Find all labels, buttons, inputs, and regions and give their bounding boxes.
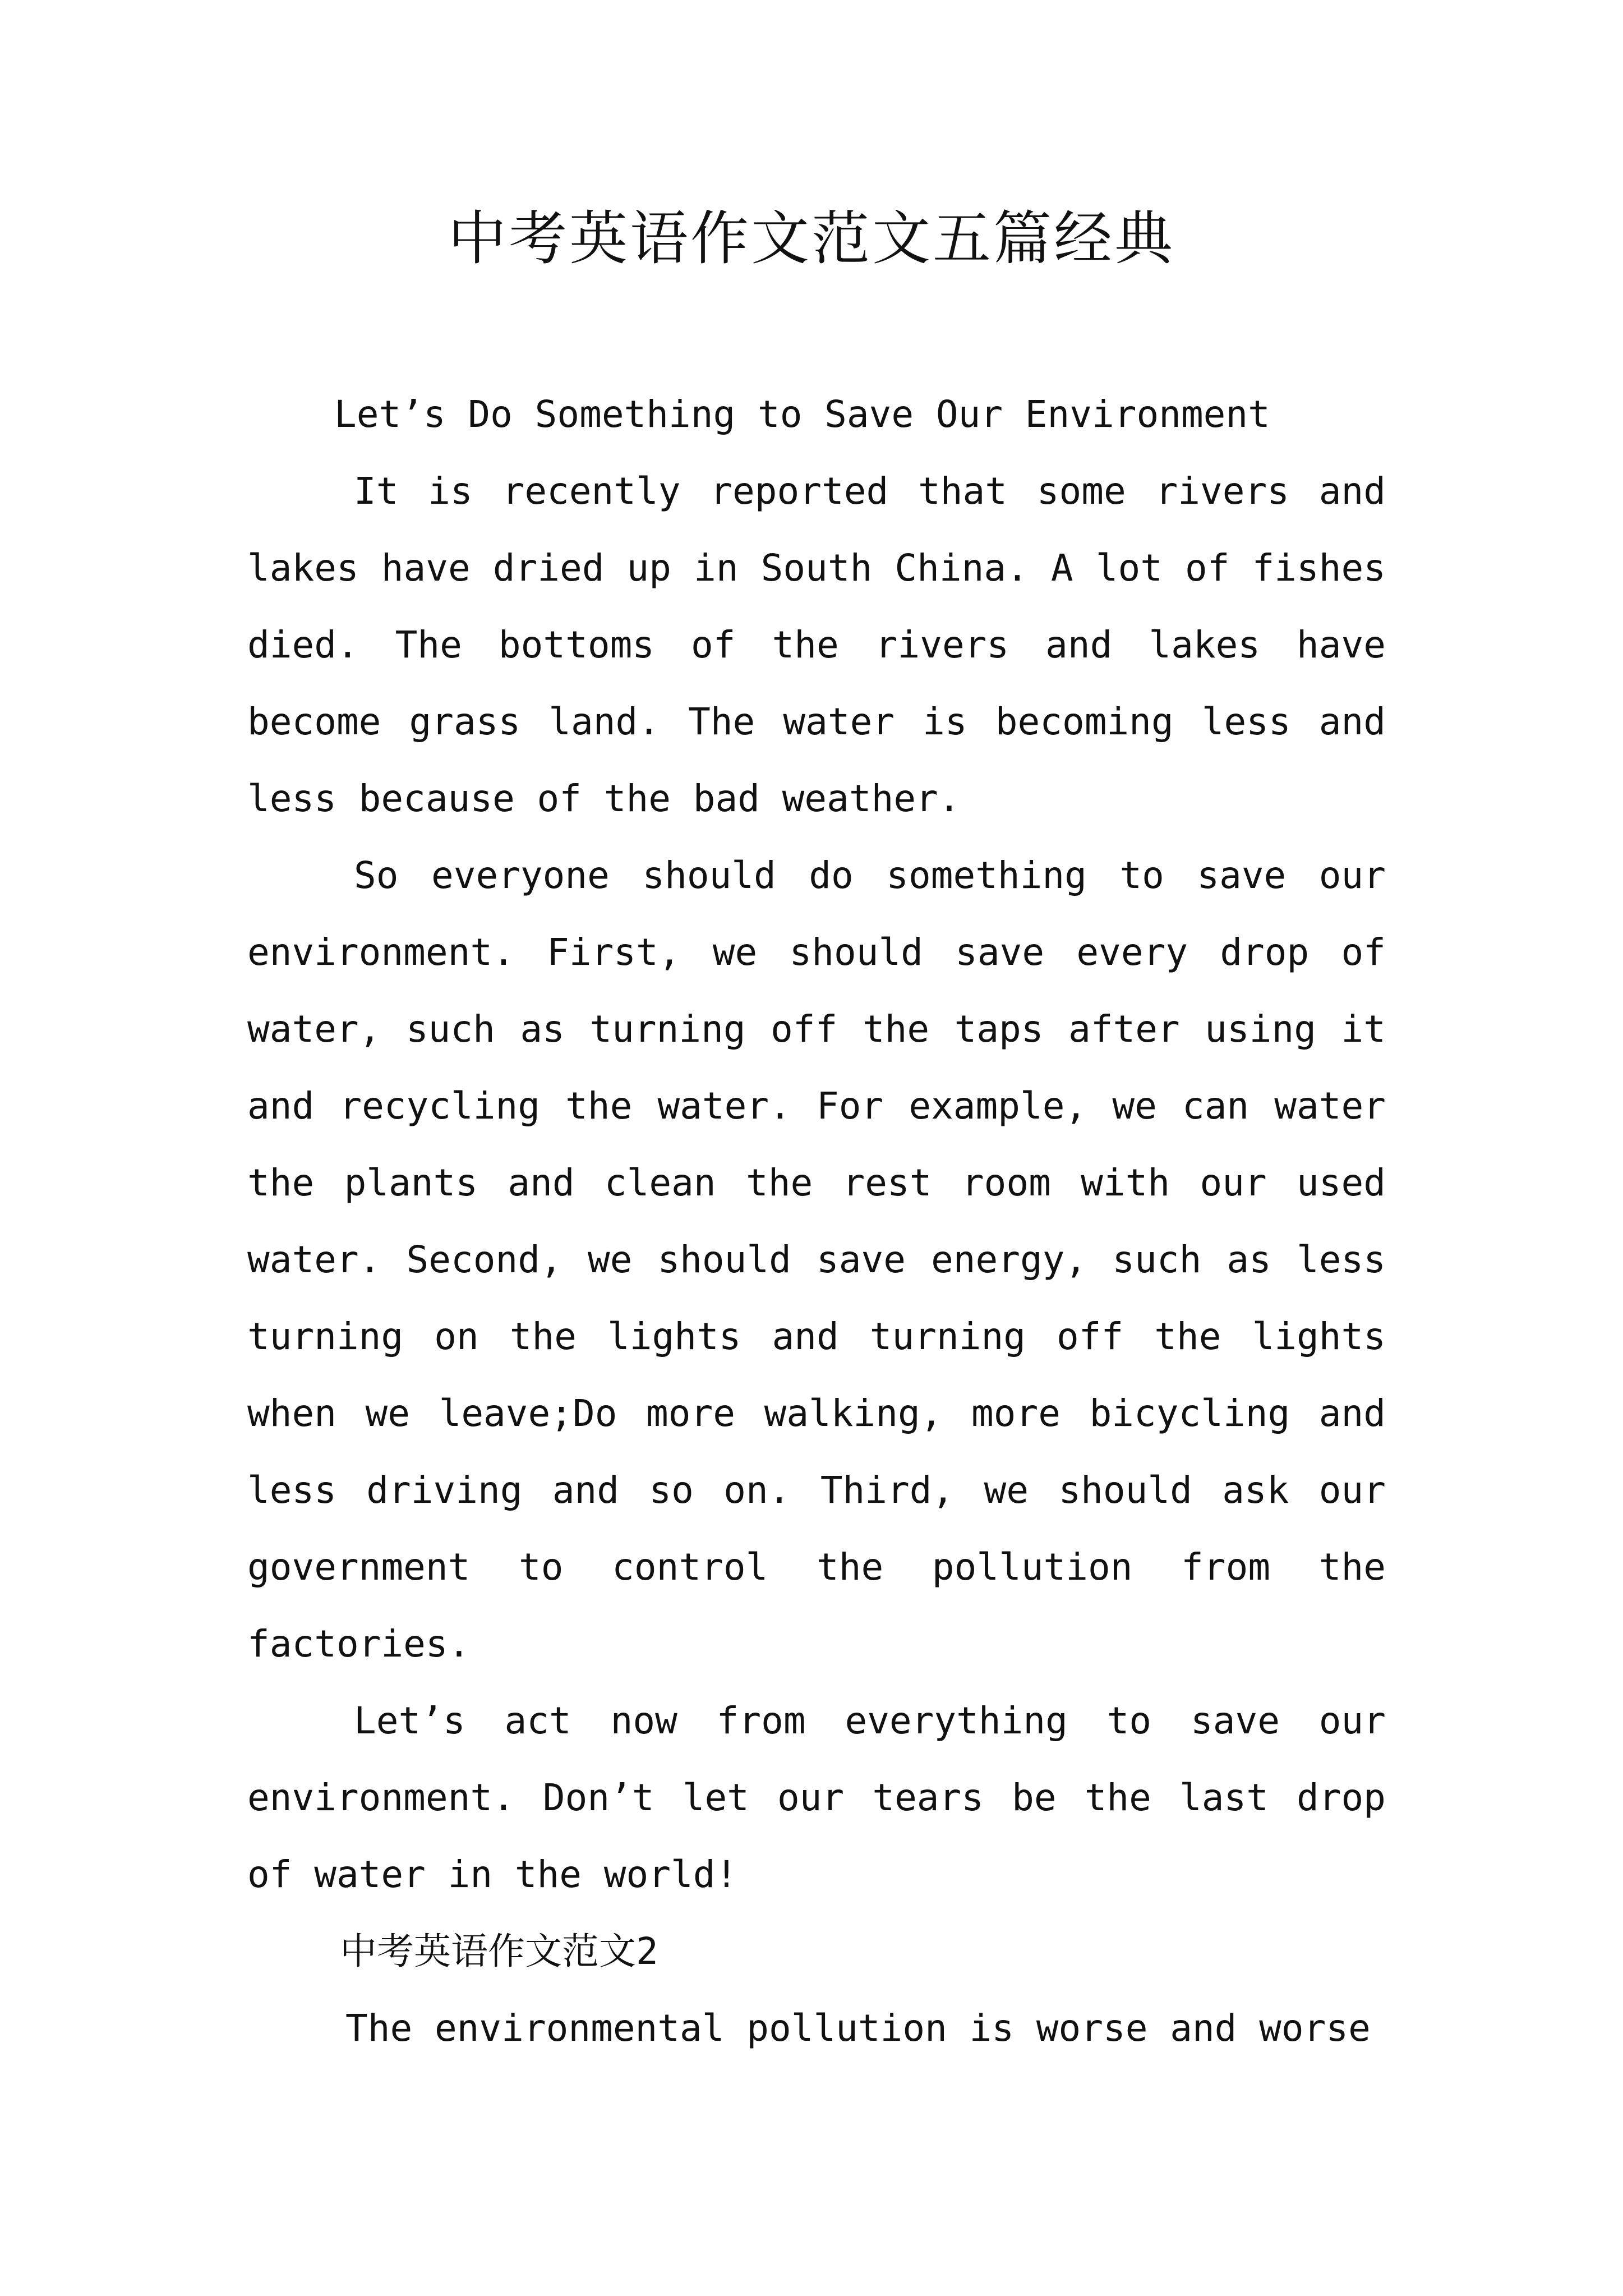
document-title: 中考英语作文范文五篇经典	[448, 204, 1175, 273]
essay-1-paragraph-3: Let’s act now from everything to save our environment. Don’t let our tears be the last drop of water in the world!	[247, 1699, 1386, 1896]
essay-2-heading: 中考英语作文范文2	[340, 1930, 658, 1973]
essay-1-paragraph-2: So everyone should do something to save our environment. First, we should save every drop of water, such as turning off the taps after using it and recycling the water. For example, we can water the plants and clean the rest room with our used water. Second, we should save energy, such as less turning on the lights and turning off the lights when we leave;Do more walking, more bicycling and less driving and so on. Third, we should ask our government to control the pollution from the factories.	[247, 854, 1386, 1665]
essay-1-heading: Let’s Do Something to Save Our Environment	[334, 393, 1270, 436]
essay-1-paragraph-1: It is recently reported that some rivers and lakes have dried up in South China. A lot of fishes died. The bottoms of the rivers and lakes have become grass land. The water is becoming less and less because of the bad weather.	[247, 470, 1386, 820]
document-body	[247, 376, 1386, 2067]
essay-2-first-line: The environmental pollution is worse and worse	[345, 2007, 1371, 2050]
